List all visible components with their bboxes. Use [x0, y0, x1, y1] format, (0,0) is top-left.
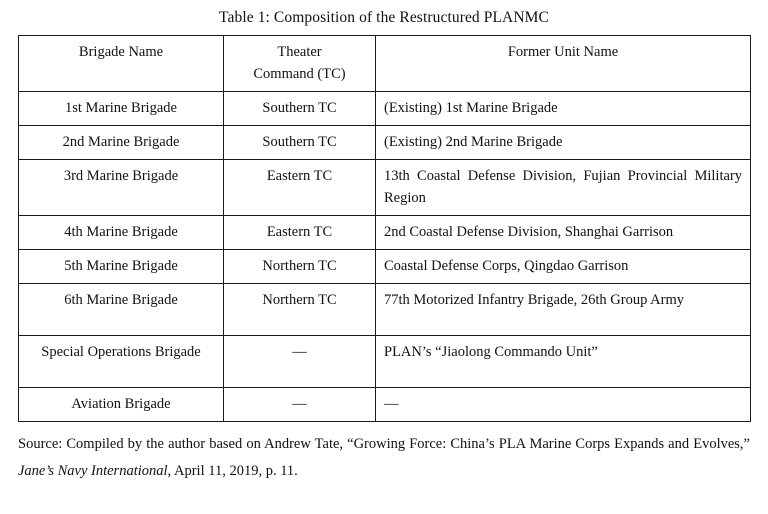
- table-row: [19, 250, 751, 284]
- table-row: [19, 92, 751, 126]
- cell-former-unit-name: (Existing) 2nd Marine Brigade: [376, 126, 751, 160]
- cell-former-unit-name: 2nd Coastal Defense Division, Shanghai Garrison: [376, 216, 751, 250]
- table-row: [19, 216, 751, 250]
- cell-theater-command: —: [224, 388, 376, 422]
- cell-theater-command: Northern TC: [224, 284, 376, 336]
- cell-brigade-name: Special Operations Brigade: [19, 336, 224, 388]
- cell-former-unit-name: (Existing) 1st Marine Brigade: [376, 92, 751, 126]
- cell-former-unit-name: 77th Motorized Infantry Brigade, 26th Group Army: [376, 284, 751, 336]
- source-prefix: Source: Compiled by the author based on Andrew Tate, “Growing Force: China’s PLA Marine Corps Expands and Evolves,”: [18, 436, 750, 452]
- cell-theater-command: Southern TC: [224, 92, 376, 126]
- table-row: [19, 336, 751, 388]
- column-header-brigade-name: [19, 36, 224, 92]
- cell-theater-command: Northern TC: [224, 250, 376, 284]
- column-header-theater-command: [224, 36, 376, 92]
- cell-brigade-name: 4th Marine Brigade: [19, 216, 224, 250]
- table-header-row: [19, 36, 751, 92]
- table-row: [19, 160, 751, 216]
- table-row: [19, 284, 751, 336]
- source-publication-title: Jane’s Navy International: [18, 463, 168, 479]
- table-body: [19, 92, 751, 422]
- column-header-former-unit-text: Former Unit Name: [507, 44, 619, 60]
- composition-table: [18, 35, 751, 422]
- table-header: [19, 36, 751, 92]
- table-caption: Table 1: Composition of the Restructured PLANMC: [219, 9, 549, 26]
- cell-brigade-name: 1st Marine Brigade: [19, 92, 224, 126]
- cell-theater-command: —: [224, 336, 376, 388]
- cell-brigade-name: 5th Marine Brigade: [19, 250, 224, 284]
- cell-former-unit-name: —: [376, 388, 751, 422]
- cell-theater-command: Eastern TC: [224, 160, 376, 216]
- column-header-former-unit-name: [376, 36, 751, 92]
- cell-theater-command: Eastern TC: [224, 216, 376, 250]
- cell-brigade-name: 2nd Marine Brigade: [19, 126, 224, 160]
- table-row: [19, 126, 751, 160]
- cell-brigade-name: Aviation Brigade: [19, 388, 224, 422]
- cell-former-unit-name: Coastal Defense Corps, Qingdao Garrison: [376, 250, 751, 284]
- cell-theater-command: Southern TC: [224, 126, 376, 160]
- column-header-theater-line1: Theater: [277, 44, 322, 60]
- column-header-theater-line2: Command (TC): [253, 66, 346, 82]
- table-source-note: [18, 431, 750, 485]
- cell-brigade-name: 6th Marine Brigade: [19, 284, 224, 336]
- table-row: [19, 388, 751, 422]
- cell-brigade-name: 3rd Marine Brigade: [19, 160, 224, 216]
- cell-former-unit-name: 13th Coastal Defense Division, Fujian Provincial Military Region: [376, 160, 751, 216]
- column-header-brigade-name-text: Brigade Name: [78, 44, 164, 60]
- cell-former-unit-name: PLAN’s “Jiaolong Commando Unit”: [376, 336, 751, 388]
- source-suffix: , April 11, 2019, p. 11.: [167, 463, 298, 479]
